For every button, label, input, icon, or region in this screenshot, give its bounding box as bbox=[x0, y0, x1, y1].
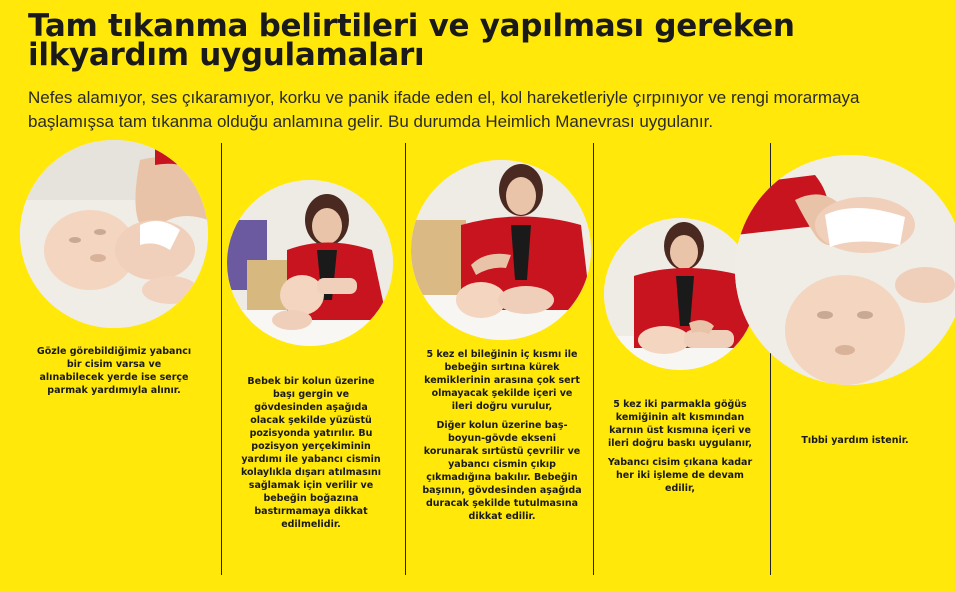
column-divider bbox=[405, 143, 406, 575]
step-1-text: Gözle görebildiğimiz yabancı bir cisim varsa ve alınabilecek yerde ise serçe parmak yardımıyla alınır. bbox=[36, 346, 192, 396]
page-title: Tam tıkanma belirtileri ve yapılması gereken ilkyardım uygulamaları bbox=[28, 8, 795, 73]
step-2-caption bbox=[238, 375, 384, 537]
step-4-text-1: 5 kez iki parmakla göğüs kemiğinin alt kısmından karnın üst kısmına içeri ve ileri doğru baskı uygulanır, bbox=[608, 399, 752, 449]
step-3-text-2: Diğer kolun üzerine baş-boyun-gövde ekseni korunarak sırtüstü çevrilir ve yabancı cismin çıkıp çıkmadığına bakılır. Bebeğin başının, gövdesinden aşağıda duracak şekilde tutulmasına dikkat edilir. bbox=[422, 420, 582, 522]
step-3-photo bbox=[411, 160, 591, 340]
intro-text: Nefes alamıyor, ses çıkaramıyor, korku ve panik ifade eden el, kol hareketleriyle çırpınıyor ve rengi morarmaya başlamışsa tam tıkanma olduğu anlamına gelir. Bu durumda Heimlich Manevrası uygulanır. bbox=[28, 88, 860, 131]
step-3-text-1: 5 kez el bileğinin iç kısmı ile bebeğin sırtına kürek kemiklerinin arasına çok sert olmayacak şekilde içeri ve ileri doğru vurulur, bbox=[424, 349, 580, 412]
step-5-photo bbox=[735, 155, 955, 385]
step-4-text-2: Yabancı cisim çıkana kadar her iki işleme de devam edilir, bbox=[607, 457, 753, 494]
step-4-caption bbox=[605, 398, 755, 501]
step-5-text: Tıbbi yardım istenir. bbox=[801, 435, 909, 446]
column-divider bbox=[593, 143, 594, 575]
step-2-text: Bebek bir kolun üzerine başı gergin ve gövdesinden aşağıda olacak şekilde yüzüstü pozisyonda yatırılır. Bu pozisyon yerçekiminin yardımı ile yabancı cismin kolaylıkla dışarı atılmasını sağlamak için verilir ve bebeğin boğazına bastırmamaya dikkat edilmelidir. bbox=[240, 376, 382, 530]
step-5-caption bbox=[780, 434, 930, 453]
step-3-caption bbox=[422, 348, 582, 529]
step-4-photo bbox=[604, 218, 756, 370]
step-2-photo bbox=[227, 180, 393, 346]
step-1-photo bbox=[20, 140, 208, 328]
column-divider bbox=[221, 143, 222, 575]
step-1-caption bbox=[34, 345, 194, 403]
